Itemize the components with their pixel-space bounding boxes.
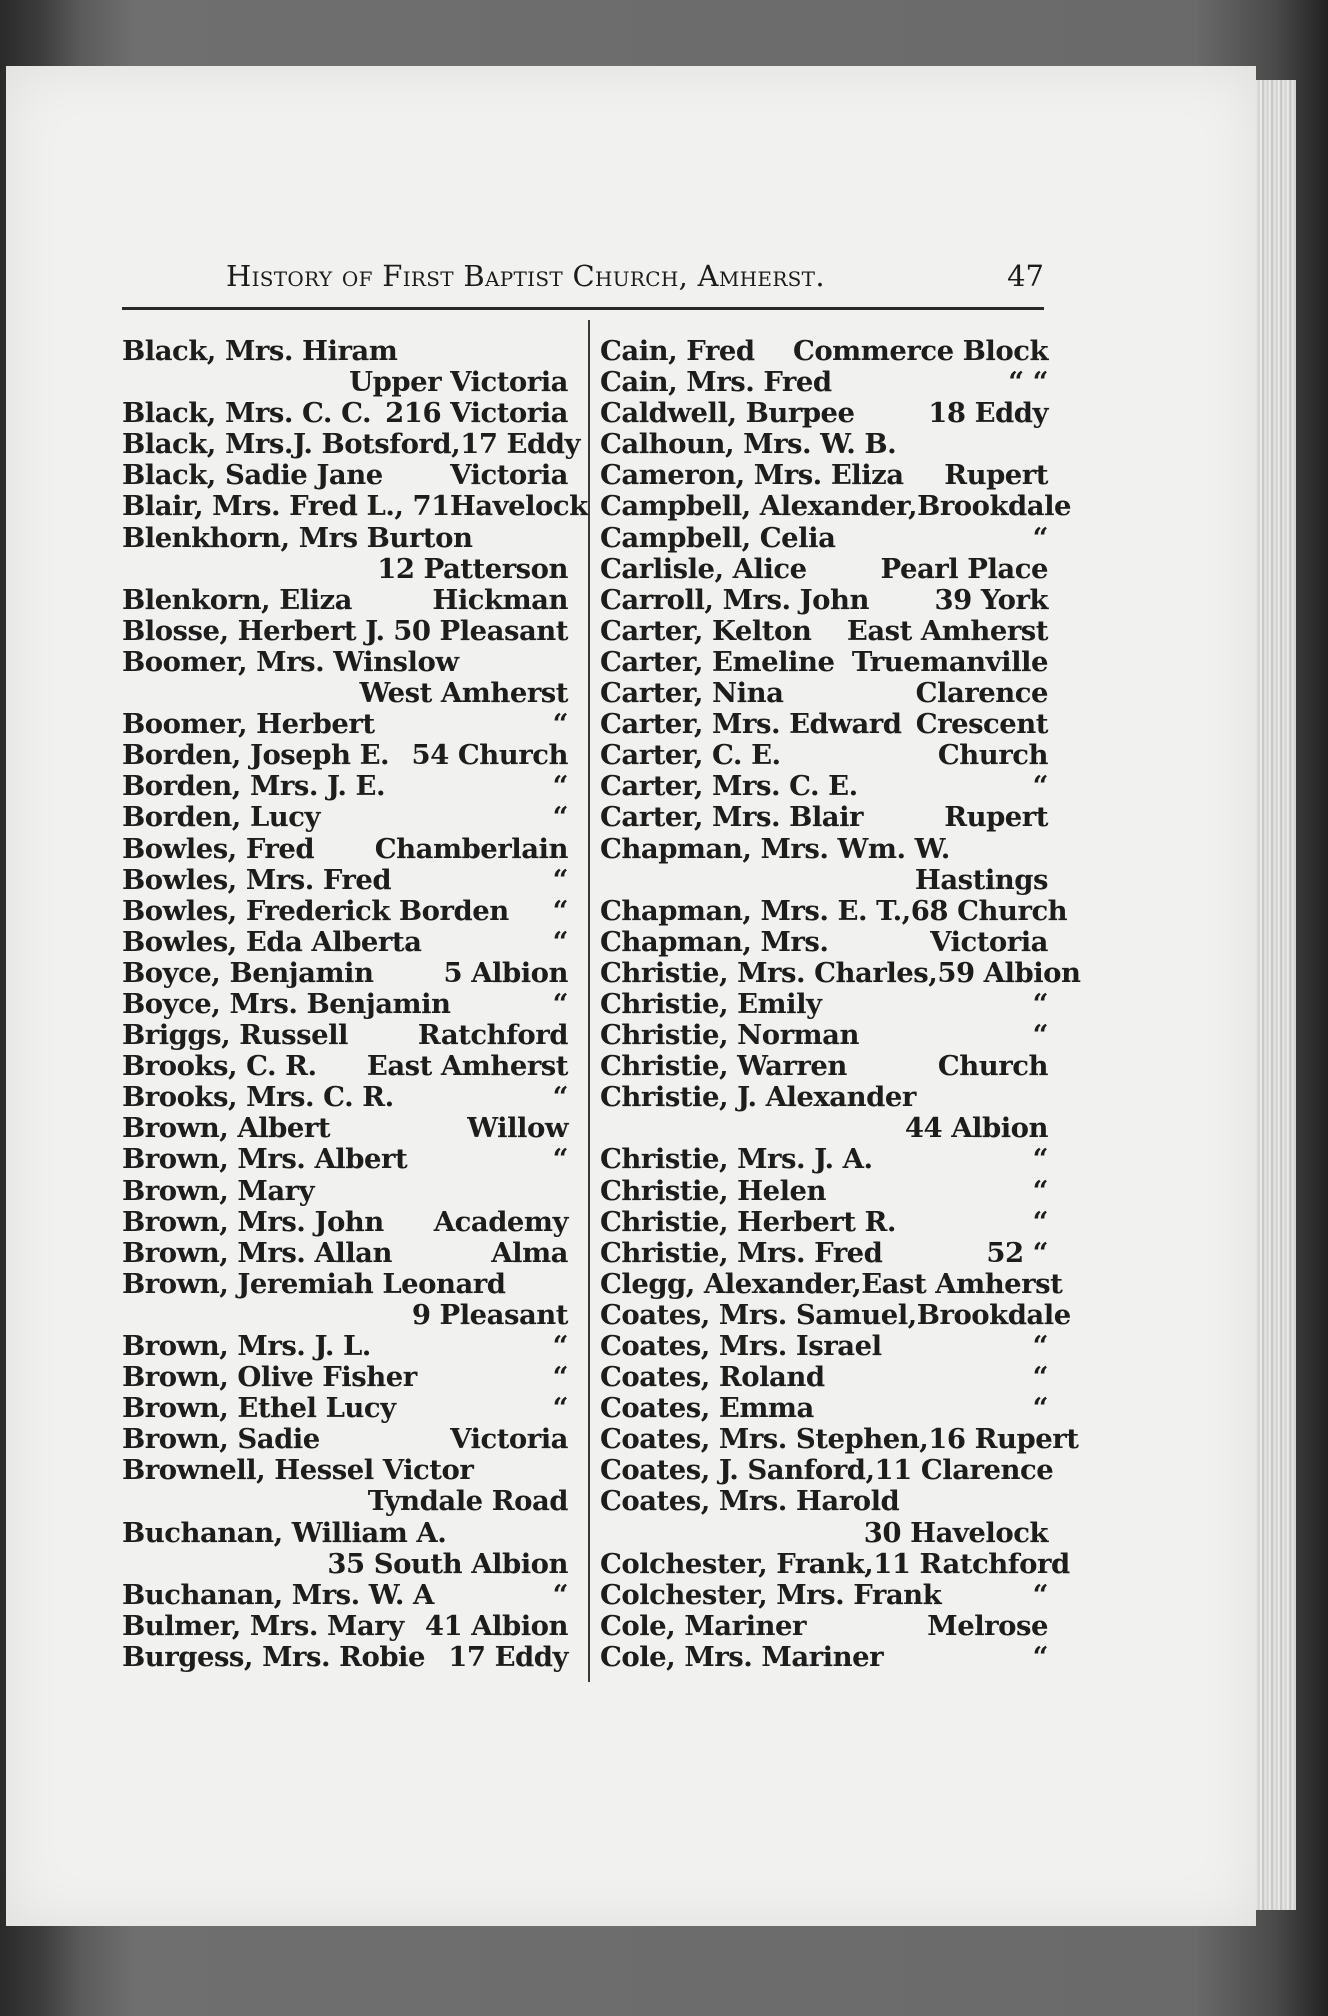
list-item	[600, 956, 1081, 989]
member-name: Burgess, Mrs. Robie	[122, 1640, 425, 1673]
list-item	[600, 1486, 1048, 1517]
member-address: 17 Eddy	[448, 1640, 568, 1673]
member-name: Brooks, C. R.	[122, 1050, 317, 1083]
member-name: Bulmer, Mrs. Mary	[122, 1609, 404, 1642]
list-item	[600, 678, 1048, 709]
member-name: Carter, Nina	[600, 677, 784, 710]
member-name: Buchanan, William A.	[122, 1516, 447, 1549]
list-item	[122, 367, 568, 398]
column-divider	[588, 320, 590, 1682]
member-address: “	[552, 708, 568, 741]
member-name: Chapman, Mrs. Wm. W.	[600, 832, 950, 865]
list-item	[600, 1113, 1048, 1144]
list-item	[600, 460, 1048, 491]
list-item	[600, 1267, 1063, 1300]
list-item	[600, 834, 1048, 865]
list-item	[600, 1423, 1079, 1456]
member-name: Bowles, Eda Alberta	[122, 925, 422, 958]
member-address: Upper Victoria	[349, 366, 568, 399]
member-name: Carroll, Mrs. John	[600, 583, 869, 616]
member-name: Borden, Lucy	[122, 801, 320, 834]
member-address: East Amherst	[861, 1267, 1063, 1300]
member-address: Hastings	[914, 863, 1048, 896]
list-item	[122, 1549, 568, 1580]
list-item	[600, 1611, 1048, 1642]
member-name: Brown, Mrs. Allan	[122, 1236, 392, 1269]
member-name: Brown, Mrs. Albert	[122, 1143, 408, 1176]
member-name: Black, Mrs. C. C.	[122, 397, 372, 430]
member-address: Crescent	[915, 708, 1048, 741]
list-item	[600, 1298, 1071, 1331]
list-item	[600, 1393, 1048, 1424]
member-address: Tyndale Road	[367, 1485, 568, 1518]
list-item	[600, 336, 1048, 367]
member-address: 17 Eddy	[460, 428, 580, 461]
member-name: Brown, Sadie	[122, 1423, 320, 1456]
member-name: Carlisle, Alice	[600, 552, 807, 585]
member-address: 11 Ratchford	[873, 1547, 1070, 1580]
member-address: Willow	[467, 1112, 568, 1145]
member-name: Calhoun, Mrs. W. B.	[600, 428, 897, 461]
list-item	[122, 523, 568, 554]
member-address: “ “	[1008, 366, 1048, 399]
list-item	[122, 865, 568, 896]
member-name: Coates, Mrs. Stephen,	[600, 1423, 929, 1456]
member-name: Caldwell, Burpee	[600, 397, 855, 430]
member-address: West Amherst	[359, 677, 568, 710]
member-address: 16 Rupert	[928, 1423, 1079, 1456]
member-address: 18 Eddy	[928, 397, 1048, 430]
list-item	[600, 1020, 1048, 1051]
member-address: Victoria	[450, 1423, 568, 1456]
member-name: Cameron, Mrs. Eliza	[600, 459, 904, 492]
member-name: Black, Sadie Jane	[122, 459, 383, 492]
list-item	[122, 1518, 568, 1549]
member-name: Chapman, Mrs. E. T.,	[600, 894, 911, 927]
member-name: Brown, Jeremiah Leonard	[122, 1267, 506, 1300]
list-item	[122, 1144, 568, 1175]
member-address: “	[1032, 1205, 1048, 1238]
member-name: Briggs, Russell	[122, 1019, 348, 1052]
member-name: Coates, Roland	[600, 1361, 825, 1394]
member-address: “	[1032, 1174, 1048, 1207]
member-address: Brookdale	[916, 1298, 1071, 1331]
member-address: “	[1032, 1330, 1048, 1362]
member-name: Colchester, Frank,	[600, 1547, 874, 1580]
list-item	[600, 585, 1048, 616]
member-name: Carter, C. E.	[600, 739, 781, 772]
member-address: Havelock	[449, 490, 588, 523]
member-address: Church	[937, 739, 1048, 772]
member-address: “	[552, 1392, 568, 1425]
member-address: “	[1032, 1143, 1048, 1176]
list-item	[122, 1362, 568, 1393]
member-name: Bowles, Mrs. Fred	[122, 863, 392, 896]
list-item	[122, 1424, 568, 1455]
member-name: Cole, Mrs. Mariner	[600, 1640, 884, 1673]
list-item	[122, 1580, 568, 1611]
member-address: Alma	[491, 1236, 568, 1269]
member-name: Coates, Mrs. Israel	[600, 1330, 882, 1362]
member-name: Cain, Mrs. Fred	[600, 366, 832, 399]
member-name: Brown, Albert	[122, 1112, 331, 1145]
list-item	[122, 958, 568, 989]
list-item	[122, 1238, 568, 1269]
list-item	[122, 802, 568, 833]
member-name: Bowles, Frederick Borden	[122, 894, 509, 927]
list-item	[122, 336, 568, 367]
list-item	[600, 1051, 1048, 1082]
list-item	[122, 554, 568, 585]
list-item	[600, 1454, 1054, 1487]
member-address: 44 Albion	[904, 1112, 1048, 1145]
member-address: 50 Pleasant	[393, 614, 568, 647]
member-name: Black, Mrs.J. Botsford,	[122, 428, 461, 461]
list-item	[600, 1144, 1048, 1175]
list-item	[600, 398, 1048, 429]
member-name: Borden, Mrs. J. E.	[122, 770, 386, 803]
member-name: Carter, Emeline	[600, 645, 835, 678]
member-name: Boomer, Herbert	[122, 708, 375, 741]
member-name: Carter, Mrs. C. E.	[600, 770, 858, 803]
list-item	[122, 1113, 568, 1144]
list-item	[122, 1642, 568, 1673]
list-item	[600, 740, 1048, 771]
list-item	[600, 1238, 1048, 1269]
member-name: Brownell, Hessel Victor	[122, 1454, 474, 1487]
member-address: Brookdale	[917, 490, 1072, 523]
member-name: Brown, Ethel Lucy	[122, 1392, 396, 1425]
member-address: “	[1032, 1392, 1048, 1425]
list-item	[600, 894, 1068, 927]
list-item	[122, 460, 568, 491]
member-address: East Amherst	[366, 1050, 568, 1083]
list-item	[122, 989, 568, 1020]
member-address: 59 Albion	[937, 956, 1081, 989]
member-name: Carter, Mrs. Edward	[600, 708, 902, 741]
member-name: Carter, Kelton	[600, 614, 812, 647]
member-address: 30 Havelock	[863, 1516, 1048, 1549]
list-item	[600, 865, 1048, 896]
member-address: “	[552, 925, 568, 958]
member-address: “	[1032, 1640, 1048, 1673]
member-name: Campbell, Celia	[600, 521, 836, 554]
list-item	[600, 709, 1048, 740]
list-item	[122, 678, 568, 709]
list-item	[600, 927, 1048, 958]
list-item	[122, 1393, 568, 1424]
member-address: “	[552, 863, 568, 896]
member-address: “	[1032, 1361, 1048, 1394]
list-item	[600, 1207, 1048, 1238]
member-address: Rupert	[944, 459, 1048, 492]
member-address: 11 Clarence	[874, 1454, 1054, 1487]
list-item	[122, 490, 588, 523]
list-item	[122, 1051, 568, 1082]
member-name: Christie, Herbert R.	[600, 1205, 896, 1238]
member-address: Commerce Block	[792, 335, 1048, 367]
member-name: Christie, Warren	[600, 1050, 847, 1083]
member-address: 9 Pleasant	[411, 1298, 568, 1331]
member-name: Campbell, Alexander,	[600, 490, 918, 523]
list-item	[600, 616, 1048, 647]
member-address: 54 Church	[411, 739, 568, 772]
list-item	[122, 896, 568, 927]
member-name: Christie, Helen	[600, 1174, 827, 1207]
list-item	[600, 1547, 1070, 1580]
member-address: “	[552, 1081, 568, 1114]
list-item	[122, 1269, 568, 1300]
member-name: Brown, Mrs. John	[122, 1205, 384, 1238]
list-item	[600, 554, 1048, 585]
member-address: 216 Victoria	[385, 397, 568, 430]
member-address: Truemanville	[851, 645, 1048, 678]
member-address: Academy	[433, 1205, 568, 1238]
list-item	[122, 1207, 568, 1238]
member-name: Christie, Mrs. J. A.	[600, 1143, 873, 1176]
member-address: East Amherst	[846, 614, 1048, 647]
list-item	[600, 1642, 1048, 1673]
member-address: Ratchford	[417, 1019, 568, 1052]
member-name: Boyce, Mrs. Benjamin	[122, 987, 451, 1020]
member-address: “	[552, 801, 568, 834]
page-title: History of First Baptist Church, Amherst.	[226, 259, 825, 293]
list-item	[600, 1362, 1048, 1393]
member-name: Christie, J. Alexander	[600, 1081, 916, 1114]
member-name: Boomer, Mrs. Winslow	[122, 645, 459, 678]
member-address: Hickman	[432, 583, 568, 616]
list-item	[122, 398, 568, 429]
member-name: Chapman, Mrs.	[600, 925, 829, 958]
list-item	[600, 771, 1048, 802]
member-name: Buchanan, Mrs. W. A	[122, 1578, 434, 1611]
member-address: “	[552, 894, 568, 927]
member-address: 41 Albion	[424, 1609, 568, 1642]
member-name: Bowles, Fred	[122, 832, 315, 865]
member-address: “	[1032, 770, 1048, 803]
list-item	[122, 771, 568, 802]
member-name: Borden, Joseph E.	[122, 739, 390, 772]
member-name: Christie, Norman	[600, 1019, 859, 1052]
list-item	[600, 367, 1048, 398]
member-name: Brown, Mrs. J. L.	[122, 1330, 371, 1362]
member-name: Brown, Mary	[122, 1174, 315, 1207]
right-column	[600, 335, 1081, 1673]
list-item	[600, 802, 1048, 833]
running-header	[122, 259, 1044, 305]
member-address: Victoria	[450, 459, 568, 492]
member-address: 52 “	[986, 1236, 1048, 1269]
list-item	[600, 429, 1048, 460]
list-item	[122, 428, 580, 461]
list-item	[122, 585, 568, 616]
member-name: Brooks, Mrs. C. R.	[122, 1081, 394, 1114]
member-address: “	[552, 1578, 568, 1611]
member-name: Coates, Mrs. Samuel,	[600, 1298, 917, 1331]
left-column	[122, 335, 588, 1673]
list-item	[600, 1176, 1048, 1207]
member-address: “	[1032, 1578, 1048, 1611]
member-address: “	[552, 1143, 568, 1176]
member-address: 5 Albion	[443, 956, 568, 989]
member-name: Clegg, Alexander,	[600, 1267, 862, 1300]
member-address: Rupert	[944, 801, 1048, 834]
list-item	[600, 1082, 1048, 1113]
list-item	[600, 490, 1072, 523]
member-address: 68 Church	[910, 894, 1068, 927]
member-address: 35 South Albion	[327, 1547, 568, 1580]
member-address: 12 Patterson	[377, 552, 568, 585]
member-address: Clarence	[915, 677, 1048, 710]
list-item	[122, 927, 568, 958]
list-item	[600, 1580, 1048, 1611]
member-name: Cain, Fred	[600, 335, 755, 367]
member-address: “	[1032, 1019, 1048, 1052]
member-name: Carter, Mrs. Blair	[600, 801, 864, 834]
list-item	[122, 616, 568, 647]
list-item	[122, 709, 568, 740]
list-item	[122, 1331, 568, 1362]
member-name: Brown, Olive Fisher	[122, 1361, 417, 1394]
member-name: Boyce, Benjamin	[122, 956, 374, 989]
list-item	[122, 1486, 568, 1517]
member-name: Colchester, Mrs. Frank	[600, 1578, 942, 1611]
member-name: Coates, J. Sanford,	[600, 1454, 875, 1487]
list-item	[122, 834, 568, 865]
member-name: Coates, Mrs. Harold	[600, 1485, 900, 1518]
list-item	[122, 740, 568, 771]
page-number: 47	[1007, 259, 1044, 293]
member-name: Blenkorn, Eliza	[122, 583, 352, 616]
member-name: Christie, Mrs. Fred	[600, 1236, 883, 1269]
member-name: Blosse, Herbert J.	[122, 614, 385, 647]
member-name: Christie, Emily	[600, 987, 822, 1020]
list-item	[122, 1611, 568, 1642]
list-item	[600, 1331, 1048, 1362]
header-rule	[122, 307, 1044, 310]
member-address: Pearl Place	[880, 552, 1048, 585]
member-name: Black, Mrs. Hiram	[122, 335, 398, 367]
member-name: Blair, Mrs. Fred L., 71	[122, 490, 450, 523]
member-address: “	[552, 1330, 568, 1362]
member-address: 39 York	[934, 583, 1048, 616]
member-name: Christie, Mrs. Charles,	[600, 956, 938, 989]
member-address: Church	[937, 1050, 1048, 1083]
member-address: “	[552, 1361, 568, 1394]
member-name: Blenkhorn, Mrs Burton	[122, 521, 473, 554]
member-address: “	[552, 987, 568, 1020]
member-address: “	[552, 770, 568, 803]
list-item	[600, 523, 1048, 554]
member-name: Coates, Emma	[600, 1392, 814, 1425]
list-item	[600, 647, 1048, 678]
list-item	[122, 1300, 568, 1331]
member-address: Chamberlain	[374, 832, 568, 865]
list-item	[122, 1020, 568, 1051]
member-address: “	[1032, 987, 1048, 1020]
member-name: Cole, Mariner	[600, 1609, 806, 1642]
list-item	[600, 989, 1048, 1020]
list-item	[600, 1518, 1048, 1549]
member-address: Melrose	[927, 1609, 1048, 1642]
list-item	[122, 1082, 568, 1113]
list-item	[122, 1176, 568, 1207]
list-item	[122, 647, 568, 678]
list-item	[122, 1455, 568, 1486]
member-address: Victoria	[930, 925, 1048, 958]
member-address: “	[1032, 521, 1048, 554]
